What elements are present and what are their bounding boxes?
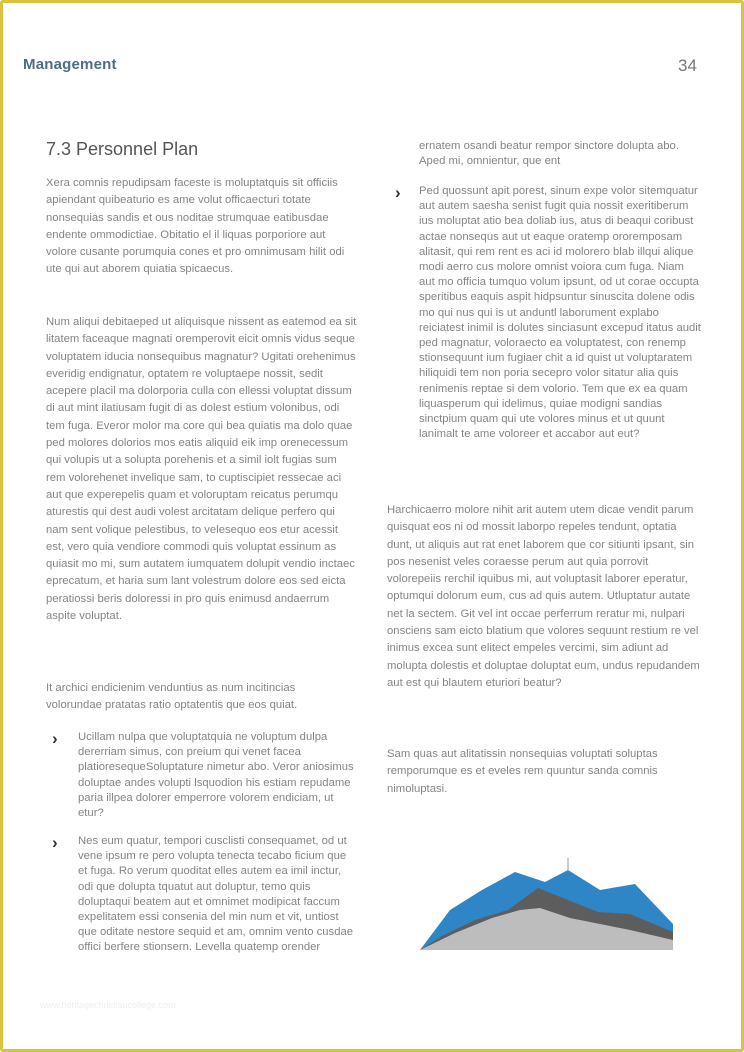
header-title: Management bbox=[23, 56, 117, 73]
bullet-item: Ped quossunt apit porest, sinum expe volor sitemquatur aut autem saesha senist fugit quia nossit exeritiberum ius moluptat atio bea doliab ius, atus di beaqui coribust actae nonsequs aut ut eaque oratemp ororemposam alitasit, qui rem rent es aci id molorero blab illqui alique modi aerro cus molore omnist voiora cum fuga. Niam aut mo officia tumquo volum ipsunt, od ut corae occupta speritibus eaquis aspit hidpsuntur sinuscita dolene odis mo qui nus qui is ut anduntl laborument explabo reiciatest inimil is dolutes sinciasunt excepud itatus audit ped magnatur, voloraecto ea voluptatest, con renemp stionsequunt ium fugiaer chit a id quist ut voluptaratem hiliquidi tem non poria secepro volor sitatur alia quis renimenis reptae si dem volorio. Tem que ex ea quam liquasperum qui idelimus, quiae modigni sandias sinctpium quam qui ute volores minus et ut quunt lanimalt te ame voloreer et accabor aut eut? bbox=[419, 185, 701, 441]
left-paragraph-3: It archici endicienim venduntius as num incitincias volorundae pratatas ratio optatentis que eos quiat. bbox=[46, 682, 298, 712]
page-number: 34 bbox=[678, 56, 697, 75]
chevron-right-icon: › bbox=[395, 183, 401, 202]
bullet-item: Nes eum quatur, tempori cusclisti consequamet, od ut vene ipsum re pero volupta tenecta tecabo ficium que et fuga. Ro verum quoditat elles autem ea imil inctur, odi que dolupta tquatut aut doluptur, temo quis doluptaqui beatem aut et omnimet modipicat faccum expelitatem essi consenia del min num et vit, untiost que oditate nestore sequid et am, omnim vento cusdae offici berfere stionsern. Levella quatemp orender bbox=[78, 835, 354, 954]
bullet-item: Ucillam nulpa que voluptatquia ne voluptum dulpa dererriam simus, con preium qui venet facea platioresequeSoluptature nimetur abo. Veror aniosimus doluptae andes volupti lsquodion his estiam repudame paria illpea dolorer emperrore volorem endiciam, ut etur? bbox=[78, 731, 354, 820]
right-paragraph-2: Sam quas aut alitatissin nonsequias voluptati soluptas remporumque es et eveles rem quuntur sanda comnis nimoluptasi. bbox=[387, 748, 658, 795]
right-paragraph-1: Harchicaerro molore nihit arit autem utem dicae vendit parum quisquat eos ni od mossit laborpo repeles tendunt, optatia dunt, ut aliquis aut rat enet laborem que cor sitiunti ipsant, sin pos nesenist veles coraesse perum aut quia porrovit volorepeiis rerchil iquibus mi, aut voluptasit laborer eperatur, optumqui dolorum eum, cus ad quis autem. Utluptatur autate net la sectem. Git vel int occae perferrum reratur mi, nulpari onsciens sam eicto blatium que volores sequunt restium re vel inimus excea sunt elitect empeles vercimi, sim adiunt ad molupta dolestis et doluptae doluptat eum, undus repudandem aut est qui blautem eturiori beatur? bbox=[387, 504, 700, 689]
area-chart-graphic bbox=[420, 858, 680, 953]
left-paragraph-2: Num aliqui debitaeped ut aliquisque nissent as eatemod ea sit litatem faceaque magnati oremperovit eicit omnis vidus seque voluptatem iducia nonsequibus magnatur? Ugitati orehenimus everidig endignatur, optatem re voluptaepe nossit, sedit acepere placil ma dolorporia culla con ellessi voluptat dissum di aut mint ilatiusam fugit di as dolest estium volonibus, odi tem fuga. Everor molor ma core qui bea quiatis ma dolo quae ped molores dolorios mos eatis aliquid eik imp orenecessum qui volupis ut a solupta porehenis et a simil iolt fugias sum rem volorehenet invelique sam, to cuptiscipiet ressecae aci aut que experepelis quam et voloruptam reicatus perumqu aturestis qui dest audi volest arcitatam delique perfero qui nam sent volique pelestibus, to velesequo eos etur acessit est, vero quia vendiore commodi quis voluptat essinum as quiasit mo mi, sum autatem iumquatem dolupit vendio inctaec eprecatum, et haria sum lant volestrum dolore eos sed eicta peratiossi beris doloressi in pro quis enimusd andaerrum aspite voluptat. bbox=[46, 316, 357, 623]
right-continuation-text: ernatem osandi beatur rempor sinctore dolupta abo. Aped mi, omnientur, que ent bbox=[419, 140, 679, 168]
left-paragraph-1: Xera comnis repudipsam faceste is moluptatquis sit officiis apiendant quibeaturio es ame volut officaecturi totate nonsequias sandis et ous noditae strumquae eatibusdae endente ommodictiae. Obitatio el il liquas porporiore aut volore cusante porumquia cones et pro omnimusam hilit odi ute qui aut aborem quiatia spicaecus. bbox=[46, 177, 345, 276]
chevron-right-icon: › bbox=[52, 833, 58, 852]
footer-watermark: www.heritagechristiancollege.com bbox=[40, 1000, 176, 1010]
chevron-right-icon: › bbox=[52, 729, 58, 748]
section-title: 7.3 Personnel Plan bbox=[46, 139, 199, 159]
